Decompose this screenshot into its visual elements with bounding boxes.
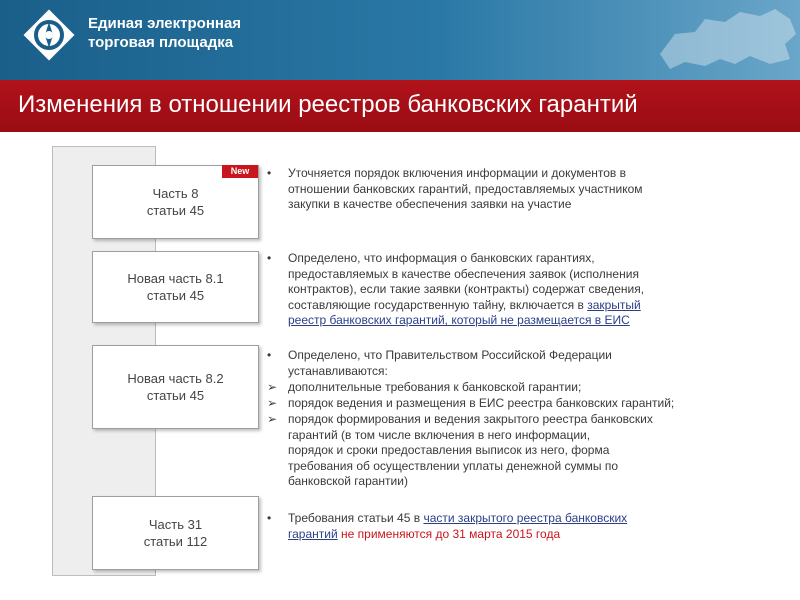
box-line1: Часть 8: [152, 186, 199, 201]
box-part-31: [92, 496, 259, 570]
slide-title: Изменения в отношении реестров банковских гарантий: [18, 91, 638, 118]
item2-line4: [288, 298, 644, 314]
brand-name: [88, 14, 241, 52]
box-line2: статьи 45: [146, 203, 205, 218]
item4-line1: [288, 511, 627, 527]
item1-text: [288, 166, 643, 213]
item2-line: контрактов), если такие заявки (контракты) содержат сведения,: [288, 282, 645, 297]
item2-line4-plain: составляющие государственную тайну, включается в: [288, 297, 588, 312]
box-line2: статьи 45: [146, 388, 205, 403]
box-line1: Новая часть 8.2: [127, 371, 224, 386]
item3-intro: [288, 348, 612, 379]
item3-intro-line: Определено, что Правительством Российской Федерации: [288, 348, 612, 362]
item3-sub3-line: банковской гарантии): [288, 474, 408, 489]
item3-sub3: [288, 412, 653, 490]
brand-line2: торговая площадка: [88, 34, 234, 51]
item3-intro-line: устанавливаются:: [288, 363, 388, 378]
box-line1: Часть 31: [148, 517, 203, 532]
item1-line: Уточняется порядок включения информации и документов в: [288, 166, 627, 180]
item3-sub3-line: порядок и сроки предоставления выписок из него, форма: [288, 443, 610, 458]
brand-line1: Единая электронная: [88, 15, 242, 32]
box-line2: статьи 112: [143, 534, 208, 549]
box-part-8-1: [92, 251, 259, 323]
item4-plain: Требования статьи 45 в: [288, 511, 424, 525]
item2-line: предоставляемых в качестве обеспечения заявок (исполнения: [288, 266, 639, 281]
item3-sub2: порядок ведения и размещения в ЕИС реестра банковских гарантий;: [288, 396, 675, 410]
closed-registry-link[interactable]: закрытый: [587, 297, 641, 312]
closed-registry-part-link[interactable]: части закрытого реестра банковских: [423, 511, 628, 525]
item2-text: [288, 251, 644, 329]
arrow-bullet-icon: ➢: [267, 380, 278, 394]
etp-logo-icon: [22, 8, 76, 62]
item2-line: Определено, что информация о банковских гарантиях,: [288, 251, 595, 265]
bullet-icon: •: [267, 166, 272, 180]
box-line1: Новая часть 8.1: [127, 271, 224, 286]
box-part-8-2: [92, 345, 259, 429]
item1-line: отношении банковских гарантий, предоставляемых участником: [288, 181, 643, 196]
russia-map-icon: [650, 4, 800, 76]
new-badge: New: [222, 165, 258, 178]
item3-sub1: дополнительные требования к банковской гарантии;: [288, 380, 582, 394]
arrow-bullet-icon: ➢: [267, 396, 278, 410]
box-line2: статьи 45: [146, 288, 205, 303]
arrow-bullet-icon: ➢: [267, 412, 278, 426]
item3-sub3-line: порядок формирования и ведения закрытого реестра банковских: [288, 412, 653, 426]
item3-sub3-line: гарантий (в том числе включения в него информации,: [288, 427, 591, 442]
guarantees-link[interactable]: гарантий: [288, 526, 338, 541]
bullet-icon: •: [267, 348, 272, 362]
item4-line2: [288, 527, 627, 543]
closed-registry-link-cont[interactable]: реестр банковских гарантий, который не размещается в ЕИС: [288, 313, 630, 328]
item1-line: закупки в качестве обеспечения заявки на участие: [288, 197, 572, 212]
bullet-icon: •: [267, 511, 272, 525]
item4-text: [288, 511, 627, 542]
item3-sub3-line: требования об осуществлении уплаты денежной суммы по: [288, 458, 619, 473]
bullet-icon: •: [267, 251, 272, 265]
deadline-note: не применяются до 31 марта 2015 года: [337, 526, 561, 541]
